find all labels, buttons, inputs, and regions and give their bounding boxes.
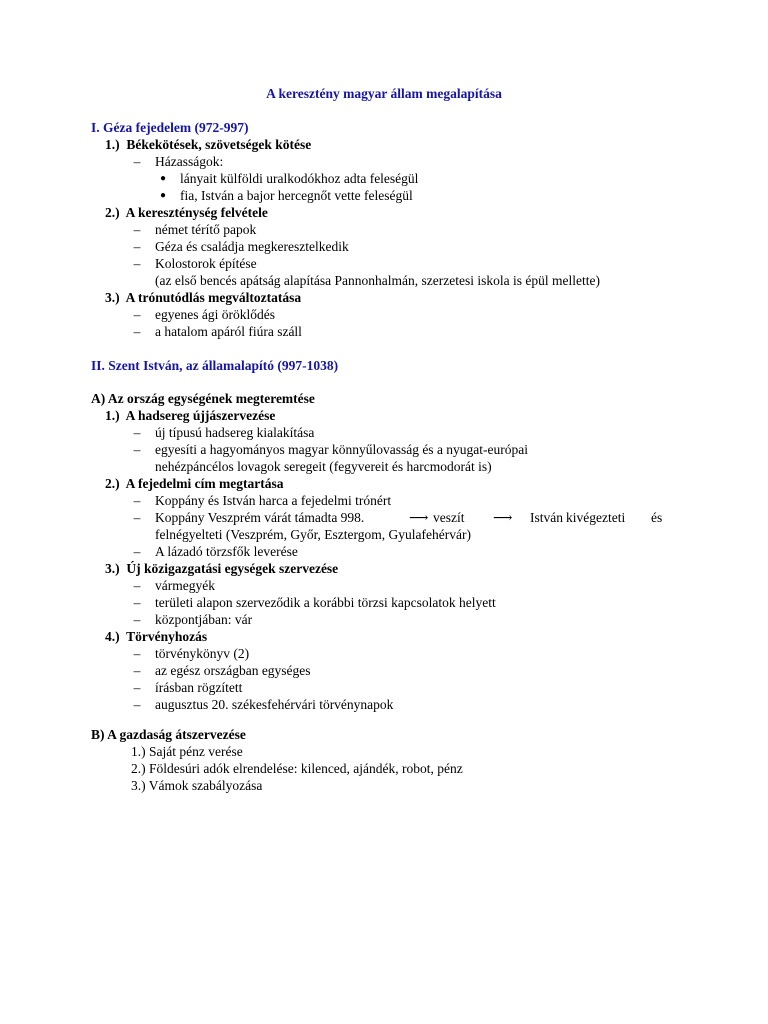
list-item-word: veszít [433, 510, 465, 525]
list-item: 2.) Földesúri adók elrendelése: kilenced, ajándék, robot, pénz [131, 761, 463, 776]
list-item-continuation: (az első bencés apátság alapítása Pannonhalmán, szerzetesi iskola is épül mellette) [155, 273, 600, 288]
list-item: német térítő papok [155, 222, 257, 237]
list-item: lányait külföldi uralkodókhoz adta feleségül [180, 171, 419, 186]
numbered-heading: 2.) A kereszténység felvétele [105, 205, 268, 220]
dash-marker: – [133, 544, 141, 559]
dash-marker: – [133, 256, 141, 271]
dash-marker: – [133, 222, 141, 237]
list-item: 1.) Saját pénz verése [131, 744, 243, 759]
numbered-heading: 1.) A hadsereg újjászervezése [105, 408, 276, 423]
list-item: központjában: vár [155, 612, 253, 627]
dash-marker: – [133, 697, 141, 712]
list-item: augusztus 20. székesfehérvári törvénynapok [155, 697, 394, 712]
dash-marker: – [133, 663, 141, 678]
section-heading-geza: I. Géza fejedelem (972-997) [91, 120, 249, 135]
list-item: Kolostorok építése [155, 256, 257, 271]
arrow-icon: ⟶ [493, 510, 513, 525]
list-item: A lázadó törzsfők leverése [155, 544, 298, 559]
numbered-heading: 2.) A fejedelmi cím megtartása [105, 476, 284, 491]
bullet-marker: ● [160, 190, 167, 201]
list-item: egyenes ági öröklődés [155, 307, 275, 322]
numbered-heading: 1.) Békekötések, szövetségek kötése [105, 137, 312, 152]
numbered-heading: 3.) A trónutódlás megváltoztatása [105, 290, 302, 305]
dash-marker: – [133, 425, 141, 440]
dash-marker: – [133, 646, 141, 661]
list-item: területi alapon szerveződik a korábbi törzsi kapcsolatok helyett [155, 595, 496, 610]
dash-marker: – [133, 612, 141, 627]
dash-marker: – [133, 680, 141, 695]
section-heading-istvan: II. Szent István, az államalapító (997-1038) [91, 358, 339, 373]
dash-marker: – [133, 239, 141, 254]
dash-marker: – [133, 595, 141, 610]
dash-marker: – [133, 307, 141, 322]
part-heading-a: A) Az ország egységének megteremtése [91, 391, 315, 406]
bullet-marker: ● [160, 173, 167, 184]
list-item: új típusú hadsereg kialakítása [155, 425, 315, 440]
list-item-word: és [651, 510, 663, 525]
dash-marker: – [133, 324, 141, 339]
dash-marker: – [133, 154, 141, 169]
dash-marker: – [133, 578, 141, 593]
dash-marker: – [133, 493, 141, 508]
part-heading-b: B) A gazdaság átszervezése [91, 727, 246, 742]
list-item: 3.) Vámok szabályozása [131, 778, 263, 793]
page-title: A keresztény magyar állam megalapítása [266, 86, 502, 101]
list-item: fia, István a bajor hercegnőt vette feleségül [180, 188, 413, 203]
list-item: az egész országban egységes [155, 663, 311, 678]
dash-marker: – [133, 442, 141, 457]
numbered-heading: 3.) Új közigazgatási egységek szervezése [105, 561, 339, 576]
list-item: a hatalom apáról fiúra száll [155, 324, 302, 339]
list-item: Koppány Veszprém várát támadta 998. [155, 510, 365, 525]
list-item: Géza és családja megkeresztelkedik [155, 239, 349, 254]
list-item: egyesíti a hagyományos magyar könnyűlovasság és a nyugat-európai [155, 442, 529, 457]
list-item: Házasságok: [155, 154, 224, 169]
list-item-word: István [530, 510, 563, 525]
list-item: törvénykönyv (2) [155, 646, 250, 661]
list-item: vármegyék [155, 578, 215, 593]
dash-marker: – [133, 510, 141, 525]
numbered-heading: 4.) Törvényhozás [105, 629, 208, 644]
arrow-icon: ⟶ [409, 510, 429, 525]
list-item: írásban rögzített [155, 680, 243, 695]
list-item-continuation: nehézpáncélos lovagok seregeit (fegyvereit és harcmodorát is) [155, 459, 492, 474]
list-item: Koppány és István harca a fejedelmi trónért [155, 493, 392, 508]
list-item-continuation: felnégyelteti (Veszprém, Győr, Esztergom, Gyulafehérvár) [155, 527, 471, 542]
list-item-word: kivégezteti [566, 510, 626, 525]
